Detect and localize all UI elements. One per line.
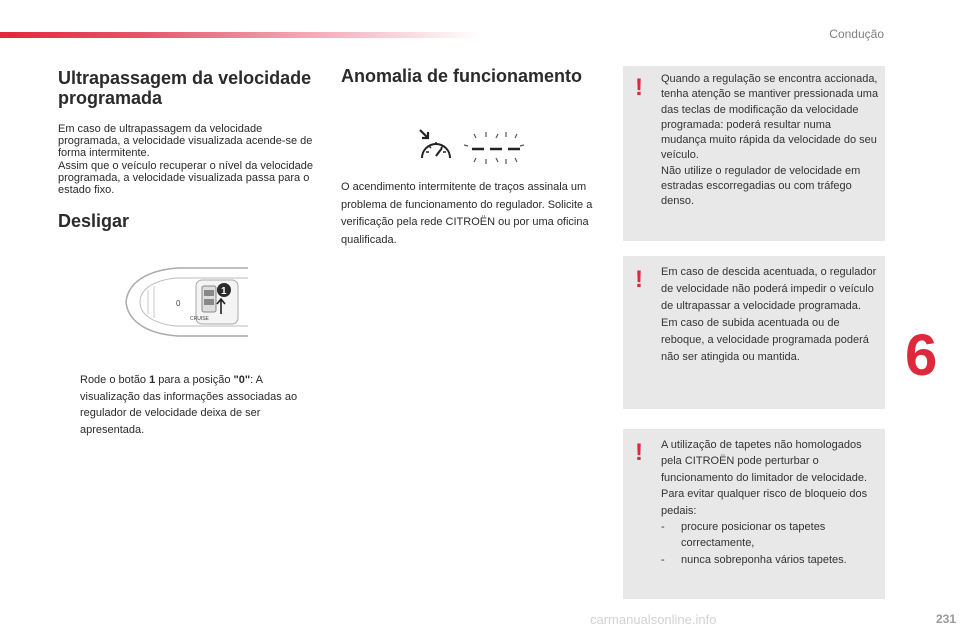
- bullet-desligar: Rode o botão 1 para a posição "0": A visualização das informações associadas ao regulador de velocidade deixa de ser apresentada.: [80, 374, 298, 436]
- anomaly-icons: [416, 128, 526, 171]
- speedometer-icon: [420, 130, 450, 158]
- warning-text-2: Em caso de descida acentuada, o regulador de velocidade não poderá impedir o veículo de ultrapassar a velocidade programada. Em caso de subida acentuada ou de reboque, a velocidade programada poderá não ser atingida ou mantida.: [661, 266, 877, 363]
- position-zero: "0": [233, 374, 251, 386]
- page-number: 231: [935, 612, 956, 626]
- warning-box-3: [623, 429, 885, 599]
- warning-icon: !: [635, 266, 643, 293]
- header-accent-bar: [0, 32, 480, 38]
- paragraph-ultrapassagem: Em caso de ultrapassagem da velocidade programada, a velocidade visualizada acende-se de forma intermitente. Assim que o veículo recuperar o nível da velocidade programada, a velocidade visualizada passa para o estado fixo.: [58, 123, 313, 197]
- warning-text-3: [661, 437, 879, 568]
- warning-text-1: Quando a regulação se encontra accionada, tenha atenção se mantiver pressionada uma das teclas de modificação da velocidade programada: poderá resultar numa mudança muito rápida da velocidade do seu veículo. Não utilize o regulador de velocidade em estradas escorregadias ou com tráfego denso.: [661, 73, 879, 208]
- heading-desligar: Desligar: [58, 211, 130, 231]
- heading-ultrapassagem: Ultrapassagem da velocidade programada: [58, 68, 312, 108]
- paragraph-anomalia: O acendimento intermitente de traços assinala um problema de funcionamento do regulador. Solicite a verificação pela rede CITROËN ou por uma oficina qualificada.: [341, 181, 593, 246]
- list-item: - procure posicionar os tapetes correctamente,: [661, 521, 826, 550]
- section-title: Condução: [829, 27, 884, 41]
- switch-position-label: 0: [176, 299, 181, 308]
- warning-icon: !: [635, 74, 643, 101]
- chapter-number: 6: [905, 323, 938, 388]
- watermark: carmanualsonline.info: [590, 612, 717, 627]
- warning-icon: !: [635, 439, 643, 466]
- heading-anomalia: Anomalia de funcionamento: [341, 66, 583, 86]
- warning-box-1: [623, 66, 885, 241]
- warning-box-2: [623, 256, 885, 409]
- steering-wheel-cruise-switch-icon: [118, 262, 258, 347]
- list-item: - nunca sobreponha vários tapetes.: [661, 553, 847, 566]
- warning-intro-3: A utilização de tapetes não homologados pela CITROËN pode perturbar o funcionamento do limitador de velocidade. Para evitar qualquer risco de bloqueio dos pedais:: [661, 439, 868, 517]
- callout-number: 1: [221, 286, 227, 297]
- switch-cruise-label: CRUISE: [190, 316, 209, 322]
- button-number: 1: [149, 374, 156, 386]
